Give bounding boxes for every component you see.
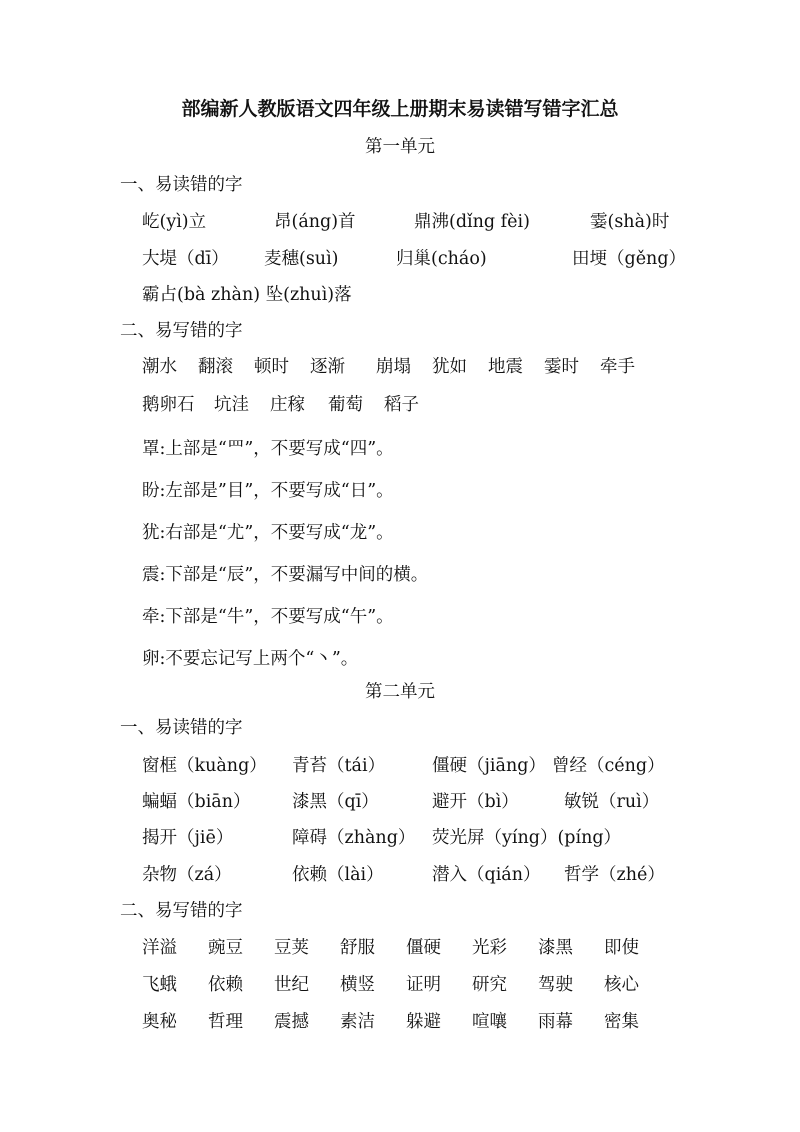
unit1-write-word: 犹如 (432, 357, 467, 377)
unit2-write-word: 奥秘 (142, 1012, 177, 1032)
unit1-read-item: 大堤（dī） (142, 249, 229, 269)
unit1-read-item: 田埂（gěng） (572, 249, 687, 269)
unit2-write-word: 舒服 (340, 938, 375, 958)
unit1-read-item: 麦穗(suì) (264, 249, 339, 269)
unit2-read-item: 依赖（lài） (292, 865, 384, 885)
unit2-read-item: 荧光屏（yíng）(píng） (432, 828, 622, 848)
unit2-write-word: 横竖 (340, 975, 375, 995)
unit1-read-item: 屹(yì)立 (142, 212, 207, 232)
unit1-write-heading: 二、易写错的字 (120, 321, 243, 341)
unit2-read-item: 敏锐（ruì） (564, 792, 660, 812)
unit1-write-word: 霎时 (544, 357, 579, 377)
unit1-write-word: 潮水 (142, 357, 177, 377)
unit2-write-word: 豌豆 (208, 938, 243, 958)
unit1-read-item: 昂(áng)首 (274, 212, 356, 232)
unit2-write-word: 震撼 (274, 1012, 309, 1032)
unit1-write-word: 坑洼 (214, 395, 249, 415)
unit2-read-item: 蝙蝠（biān） (142, 792, 251, 812)
unit1-write-word: 稻子 (384, 395, 419, 415)
unit2-read-item: 青苔（tái） (292, 756, 386, 776)
unit2-read-item: 揭开（jiē） (142, 828, 234, 848)
unit2-write-word: 即使 (604, 938, 639, 958)
unit2-write-word: 雨幕 (538, 1012, 573, 1032)
unit2-write-word: 光彩 (472, 938, 507, 958)
unit1-write-word: 顿时 (254, 357, 289, 377)
unit1-write-word: 鹅卵石 (142, 395, 195, 415)
unit2-write-word: 飞蛾 (142, 975, 177, 995)
unit2-read-item: 僵硬（jiāng） (432, 756, 546, 776)
unit2-read-item: 潜入（qián） (432, 865, 541, 885)
unit1-note: 盼:左部是”目”，不要写成“日”。 (142, 481, 394, 501)
unit2-read-item: 漆黑（qī） (292, 792, 379, 812)
unit1-note: 罩:上部是“罒”，不要写成“四”。 (142, 439, 394, 459)
unit2-write-word: 豆荚 (274, 938, 309, 958)
unit1-write-word: 葡萄 (328, 395, 363, 415)
unit1-read-item: 霸占(bà zhàn) 坠(zhuì)落 (142, 285, 352, 305)
unit2-write-word: 哲理 (208, 1012, 243, 1032)
unit2-write-word: 驾驶 (538, 975, 573, 995)
unit2-write-word: 喧嚷 (472, 1012, 507, 1032)
unit1-read-item: 归巢(cháo) (396, 249, 487, 269)
unit1-note: 牵:下部是“牛”，不要写成“午”。 (142, 607, 394, 627)
unit2-read-item: 避开（bì） (432, 792, 519, 812)
unit1-write-word: 庄稼 (270, 395, 305, 415)
unit1-note: 犹:右部是“尤”，不要写成“龙”。 (142, 523, 394, 543)
unit2-read-item: 杂物（zá） (142, 865, 232, 885)
unit1-read-item: 霎(shà)时 (590, 212, 670, 232)
unit2-write-word: 世纪 (274, 975, 309, 995)
unit1-read-item: 鼎沸(dǐng fèi) (414, 212, 530, 232)
unit2-read-item: 哲学（zhé） (564, 865, 665, 885)
unit2-write-word: 密集 (604, 1012, 639, 1032)
unit2-write-word: 研究 (472, 975, 507, 995)
unit1-heading: 第一单元 (365, 137, 435, 157)
unit2-write-word: 依赖 (208, 975, 243, 995)
unit2-write-word: 漆黑 (538, 938, 573, 958)
unit1-note: 震:下部是“辰”，不要漏写中间的横。 (142, 565, 429, 585)
unit1-read-heading: 一、易读错的字 (120, 175, 243, 195)
unit2-write-word: 洋溢 (142, 938, 177, 958)
unit2-write-word: 核心 (604, 975, 639, 995)
unit2-write-word: 躲避 (406, 1012, 441, 1032)
unit2-read-item: 曾经（céng） (552, 756, 665, 776)
unit1-write-word: 翻滚 (198, 357, 233, 377)
unit1-write-word: 牵手 (600, 357, 635, 377)
unit2-write-word: 素洁 (340, 1012, 375, 1032)
unit1-write-word: 地震 (488, 357, 523, 377)
unit2-read-heading: 一、易读错的字 (120, 718, 243, 738)
unit1-note: 卵:不要忘记写上两个“丶”。 (142, 649, 359, 669)
unit2-read-item: 窗框（kuàng） (142, 756, 267, 776)
document-title: 部编新人教版语文四年级上册期末易读错写错字汇总 (181, 98, 619, 120)
unit1-write-word: 逐渐 (310, 357, 345, 377)
unit1-write-word: 崩塌 (376, 357, 411, 377)
unit2-read-item: 障碍（zhàng） (292, 828, 416, 848)
unit2-write-heading: 二、易写错的字 (120, 901, 243, 921)
unit2-write-word: 证明 (406, 975, 441, 995)
unit2-write-word: 僵硬 (406, 938, 441, 958)
unit2-heading: 第二单元 (365, 682, 435, 702)
